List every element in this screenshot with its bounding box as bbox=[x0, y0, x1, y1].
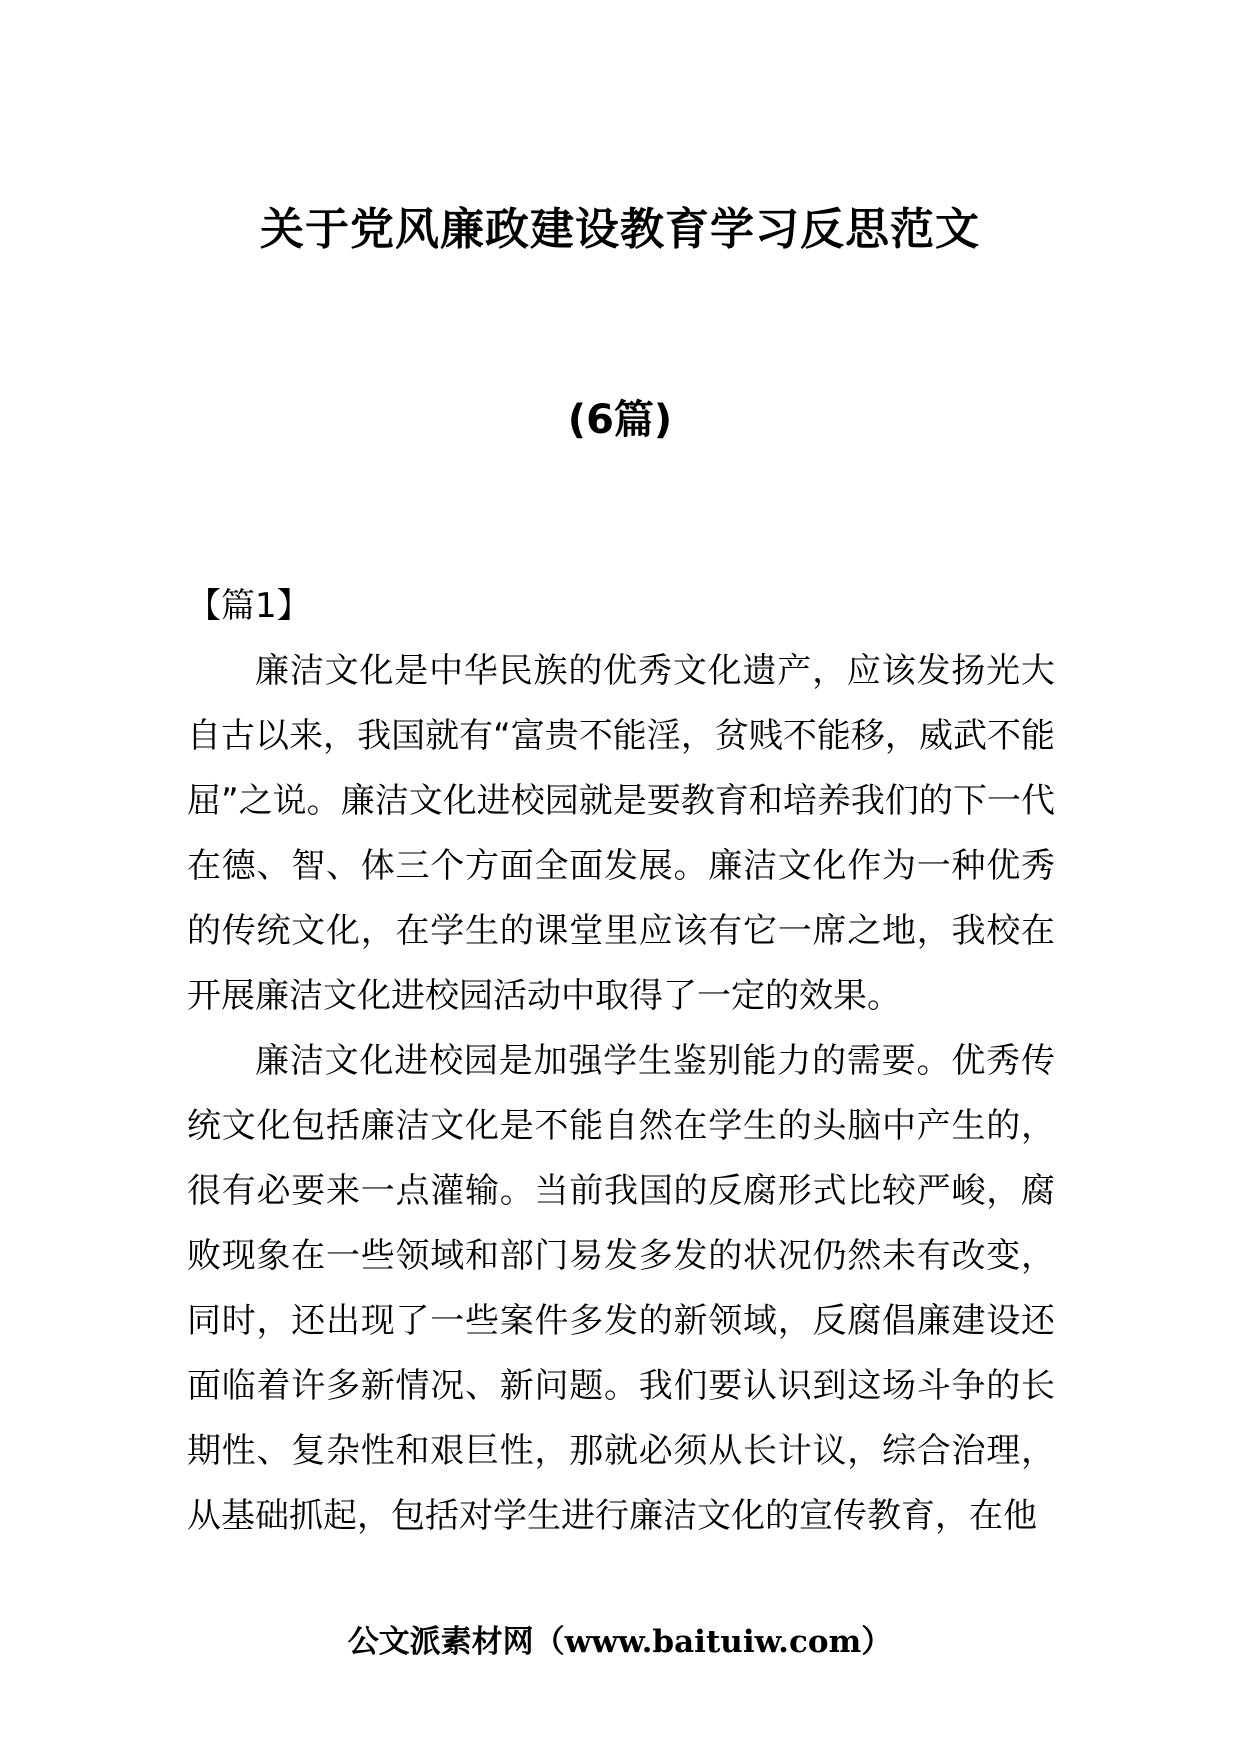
section-label: 【篇1】 bbox=[187, 586, 311, 626]
paragraph-1: 廉洁文化是中华民族的优秀文化遗产，应该发扬光大自古以来，我国就有“富贵不能淫，贫贱不能移，威武不能屈”之说。廉洁文化进校园就是要教育和培养我们的下一代在德、智、体三个方面全面发展。廉洁文化作为一种优秀的传统文化，在学生的课堂里应该有它一席之地，我校在开展廉洁文化进校园活动中取得了一定的效果。 bbox=[187, 651, 1055, 1016]
page-footer: 公文派素材网（www.baituiw.com） bbox=[347, 1624, 893, 1660]
document-subtitle: (6篇) bbox=[567, 397, 673, 443]
document-title: 关于党风廉政建设教育学习反思范文 bbox=[260, 204, 980, 255]
paragraph-2: 廉洁文化进校园是加强学生鉴别能力的需要。优秀传统文化包括廉洁文化是不能自然在学生的头脑中产生的，很有必要来一点灌输。当前我国的反腐形式比较严峻，腐败现象在一些领域和部门易发多发的状况仍然未有改变，同时，还出现了一些案件多发的新领域，反腐倡廉建设还面临着许多新情况、新问题。我们要认识到这场斗争的长期性、复杂性和艰巨性，那就必须从长计议，综合治理，从基础抓起，包括对学生进行廉洁文化的宣传教育，在他 bbox=[187, 1041, 1055, 1536]
document-body bbox=[187, 574, 1055, 1549]
